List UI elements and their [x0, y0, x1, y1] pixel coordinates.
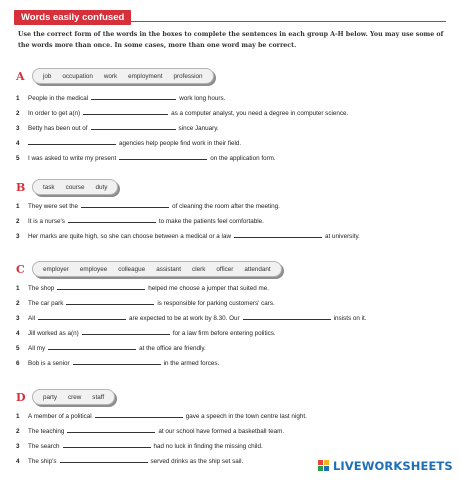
sentence-text: It is a nurse's	[28, 218, 65, 225]
sentence-text: They were set the	[28, 203, 79, 210]
sentence-text: helped me choose a jumper that suited me.	[148, 285, 270, 292]
word-box-item: task	[43, 183, 55, 191]
answer-blank[interactable]	[38, 313, 126, 320]
answer-blank[interactable]	[91, 93, 176, 100]
liveworksheets-logo[interactable]	[318, 459, 453, 473]
sentence-text: on the application form.	[210, 155, 276, 162]
sentence-text: since January.	[178, 125, 219, 132]
sentence-number: 1	[16, 285, 20, 292]
title-rule	[130, 21, 446, 22]
sentence-text: for a law firm before entering politics.	[172, 330, 276, 337]
sentence-text: Betty has been out of	[28, 125, 88, 132]
sentence-number: 4	[16, 458, 20, 465]
sentence-text: People in the medical	[28, 95, 89, 102]
word-box-item: staff	[92, 393, 105, 401]
sentence	[16, 441, 263, 450]
answer-blank[interactable]	[82, 328, 170, 335]
sentence-text: All my	[28, 345, 46, 352]
answer-blank[interactable]	[73, 358, 161, 365]
sentence-text: at the office are friendly.	[139, 345, 206, 352]
answer-blank[interactable]	[68, 216, 156, 223]
answer-blank[interactable]	[91, 123, 176, 130]
sentence-text: Bob is a senior	[28, 360, 70, 367]
sentence-number: 2	[16, 428, 20, 435]
sentence	[16, 283, 269, 292]
answer-blank[interactable]	[81, 201, 169, 208]
sentence	[16, 216, 264, 225]
sentence	[16, 298, 275, 307]
word-box-item: clerk	[192, 265, 206, 273]
sentence	[16, 108, 348, 117]
sentence-text: work long hours.	[179, 95, 226, 102]
section-letter: B	[16, 181, 26, 194]
sentence-text: in the armed forces.	[163, 360, 220, 367]
logo-icon	[318, 460, 330, 472]
sentence-number: 3	[16, 315, 20, 322]
sentence-text: is responsible for parking customers' cars.	[157, 300, 275, 307]
sentence-number: 2	[16, 218, 20, 225]
sentence-text: In order to get a(n)	[28, 110, 81, 117]
word-box-item: crew	[68, 393, 82, 401]
word-box-item: colleague	[118, 265, 146, 273]
answer-blank[interactable]	[48, 343, 136, 350]
sentence-number: 2	[16, 300, 20, 307]
sentence-number: 1	[16, 95, 20, 102]
sentence-text: I was asked to write my present	[28, 155, 117, 162]
section-letter: D	[16, 391, 26, 404]
answer-blank[interactable]	[119, 153, 207, 160]
sentence	[16, 456, 243, 465]
sentence-text: The shop	[28, 285, 55, 292]
sentence-number: 1	[16, 203, 20, 210]
sentence-text: Jill worked as a(n)	[28, 330, 79, 337]
word-box-item: occupation	[62, 72, 93, 80]
word-box-item: work	[103, 72, 118, 80]
word-box-item: party	[43, 393, 57, 401]
page-title: Words easily confused	[14, 10, 131, 25]
sentence-number: 4	[16, 330, 20, 337]
word-box	[32, 68, 214, 84]
answer-blank[interactable]	[66, 298, 154, 305]
word-box-item: profession	[173, 72, 203, 80]
sentence-text: A member of a political	[28, 413, 92, 420]
sentence-text: All	[28, 315, 35, 322]
word-box	[32, 389, 115, 405]
sentence	[16, 201, 280, 210]
sentence-text: are expected to be at work by 8.30. Our	[129, 315, 240, 322]
section-letter: C	[16, 263, 25, 276]
sentence-text: The search	[28, 443, 60, 450]
instructions: Use the correct form of the words in the boxes to complete the sentences in each group A-H below. You may use some of the words more than once. In some cases, more than one word may be correct.	[18, 31, 444, 49]
word-box	[32, 261, 282, 277]
word-box-item: officer	[216, 265, 234, 273]
sentence	[16, 426, 284, 435]
sentence	[16, 138, 241, 147]
word-box-item: duty	[95, 183, 108, 191]
logo-text: LIVEWORKSHEETS	[333, 459, 453, 473]
sentence	[16, 123, 219, 132]
answer-blank[interactable]	[60, 456, 148, 463]
sentence	[16, 313, 367, 322]
sentence-number: 4	[16, 140, 20, 147]
sentence	[16, 153, 276, 162]
sentence-number: 5	[16, 155, 20, 162]
word-box-item: employment	[128, 72, 163, 80]
sentence-text: gave a speech in the town centre last night.	[185, 413, 307, 420]
sentence-number: 3	[16, 443, 20, 450]
sentence-number: 5	[16, 345, 20, 352]
answer-blank[interactable]	[243, 313, 331, 320]
sentence-number: 2	[16, 110, 20, 117]
answer-blank[interactable]	[28, 138, 116, 145]
word-box	[32, 179, 118, 195]
sentence-text: as a computer analyst, you need a degree in computer science.	[171, 110, 349, 117]
word-box-item: employer	[43, 265, 69, 273]
word-box-item: assistant	[156, 265, 182, 273]
sentence-text: Her marks are quite high, so she can choose between a medical or a law	[28, 233, 232, 240]
word-box-item: attendant	[244, 265, 271, 273]
sentence-number: 6	[16, 360, 20, 367]
sentence	[16, 343, 206, 352]
answer-blank[interactable]	[57, 283, 145, 290]
sentence-number: 3	[16, 233, 20, 240]
answer-blank[interactable]	[67, 426, 155, 433]
sentence	[16, 411, 307, 420]
sentence-text: insists on it.	[333, 315, 367, 322]
sentence-text: The ship's	[28, 458, 57, 465]
sentence-number: 1	[16, 413, 20, 420]
word-box-item: job	[43, 72, 52, 80]
sentence	[16, 93, 225, 102]
sentence-text: The car park	[28, 300, 64, 307]
sentence	[16, 358, 219, 367]
section-letter: A	[16, 70, 25, 83]
sentence-text: served drinks as the ship set sail.	[150, 458, 244, 465]
answer-blank[interactable]	[95, 411, 183, 418]
sentence-text: at our school have formed a basketball team.	[158, 428, 285, 435]
word-box-item: course	[65, 183, 85, 191]
answer-blank[interactable]	[83, 108, 168, 115]
sentence	[16, 231, 360, 240]
sentence-text: to make the patients feel comfortable.	[158, 218, 264, 225]
sentence-number: 3	[16, 125, 20, 132]
sentence-text: had no luck in finding the missing child.	[153, 443, 263, 450]
answer-blank[interactable]	[63, 441, 151, 448]
sentence-text: of cleaning the room after the meeting.	[172, 203, 280, 210]
sentence-text: The teaching	[28, 428, 65, 435]
answer-blank[interactable]	[234, 231, 322, 238]
word-box-item: employee	[79, 265, 108, 273]
sentence-text: agencies help people find work in their field.	[119, 140, 242, 147]
sentence	[16, 328, 276, 337]
sentence-text: at university.	[325, 233, 360, 240]
